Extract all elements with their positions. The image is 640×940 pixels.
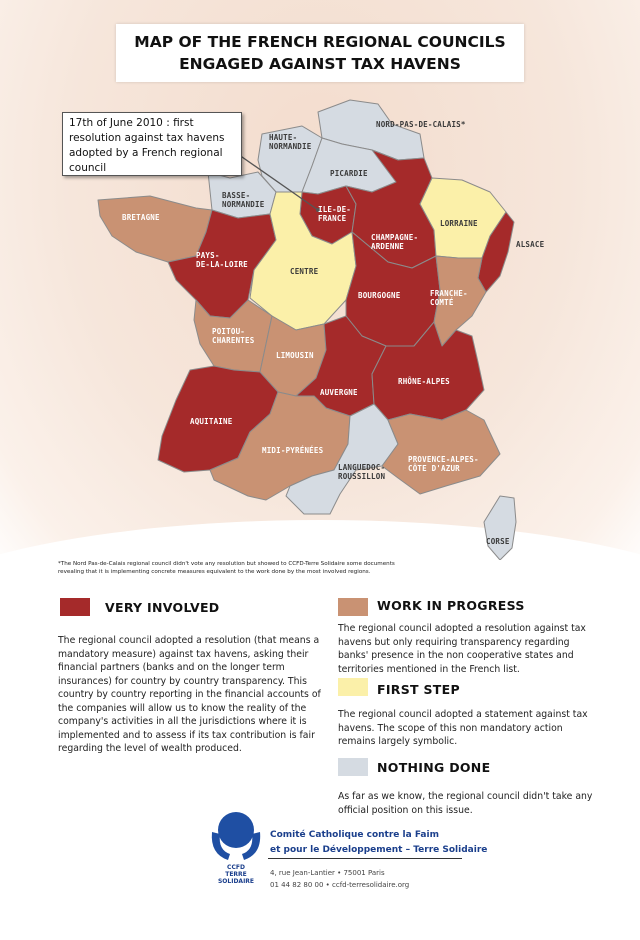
label-poitou: POITOU-CHARENTES — [212, 327, 255, 345]
legend-title-first-step: FIRST STEP — [377, 682, 460, 697]
footnote-line-2: revealing that it is implementing concrete measures equivalent to the work done by the most involved regions. — [58, 569, 371, 575]
region-corse[interactable] — [484, 496, 516, 560]
ccfd-logo-icon — [206, 810, 266, 866]
label-champagne: CHAMPAGNE-ARDENNE — [371, 233, 419, 251]
org-contact: 01 44 82 80 00 • ccfd-terresolidaire.org — [270, 881, 410, 889]
label-corse: CORSE — [486, 537, 510, 546]
label-paca: PROVENCE-ALPES-CÔTE D'AZUR — [408, 455, 479, 473]
footnote — [58, 560, 468, 576]
label-basse-normandie: BASSE-NORMANDIE — [222, 191, 265, 209]
label-centre: CENTRE — [290, 267, 319, 276]
org-address: 4, rue Jean-Lantier • 75001 Paris — [270, 869, 385, 877]
label-franche-comte: FRANCHE-COMTÉ — [430, 289, 468, 307]
label-limousin: LIMOUSIN — [276, 351, 314, 360]
swatch-work-in-progress — [338, 598, 368, 616]
legend-text-first-step: The regional council adopted a statement against tax havens. The scope of this non mandatory action remains largely symbolic. — [338, 709, 588, 747]
region-paca[interactable] — [382, 410, 500, 494]
swatch-nothing-done — [338, 758, 368, 776]
legend-text-very-involved: The regional council adopted a resolution (that means a mandatory measure) against tax havens, asking their financial partners (banks and on the longer term insurances) for country by country transparency. This country by country reporting in the financial accounts of the companies will allow us to know the reality of the company's activities in all the jurisdictions where it is implemented and to assess if its tax contribution is fair regarding the level of wealth produced. — [58, 635, 321, 754]
region-bretagne[interactable] — [98, 196, 212, 262]
legend-text-work-in-progress: The regional council adopted a resolution against tax havens but only requiring transparency regarding banks' presence in the non cooperative states and territories mentioned in the French list. — [338, 623, 586, 675]
legend-title-very-involved: VERY INVOLVED — [105, 600, 220, 615]
org-name-line-2: et pour le Développement – Terre Solidaire — [270, 845, 488, 855]
swatch-first-step — [338, 678, 368, 696]
legend-title-nothing-done: NOTHING DONE — [377, 760, 491, 775]
label-rhone-alpes: RHÔNE-ALPES — [398, 377, 450, 386]
label-haute-normandie: HAUTE-NORMANDIE — [269, 133, 312, 151]
label-pays-de-la-loire: PAYS-DE-LA-LOIRE — [196, 251, 248, 269]
first-resolution-callout: 17th of June 2010 : first resolution against tax havens adopted by a French regional council — [62, 112, 242, 176]
label-alsace: ALSACE — [516, 240, 545, 249]
label-auvergne: AUVERGNE — [320, 388, 358, 397]
org-name-line-1: Comité Catholique contre la Faim — [270, 830, 439, 840]
label-ile-de-france: ILE-DE-FRANCE — [318, 205, 352, 223]
legend-text-nothing-done: As far as we know, the regional council didn't take any official position on this issue. — [338, 791, 593, 816]
label-languedoc: LANGUEDOC-ROUSSILLON — [338, 463, 386, 481]
label-bretagne: BRETAGNE — [122, 213, 160, 222]
footer-divider — [268, 858, 462, 859]
label-lorraine: LORRAINE — [440, 219, 478, 228]
label-midi-pyrenees: MIDI-PYRÉNÉES — [262, 446, 324, 455]
title-line-2: ENGAGED AGAINST TAX HAVENS — [179, 55, 461, 73]
label-nord: NORD-PAS-DE-CALAIS* — [376, 120, 466, 129]
swatch-very-involved — [60, 598, 90, 616]
footnote-line-1: *The Nord Pas-de-Calais regional council didn't vote any resolution but showed to CCFD-Terre Solidaire some documents — [58, 561, 395, 567]
logo-wordmark: CCFD TERRE SOLIDAIRE — [217, 864, 255, 885]
label-picardie: PICARDIE — [330, 169, 368, 178]
legend-title-work-in-progress: WORK IN PROGRESS — [377, 598, 525, 613]
label-aquitaine: AQUITAINE — [190, 417, 233, 426]
title-line-1: MAP OF THE FRENCH REGIONAL COUNCILS — [134, 33, 506, 51]
label-bourgogne: BOURGOGNE — [358, 291, 401, 300]
